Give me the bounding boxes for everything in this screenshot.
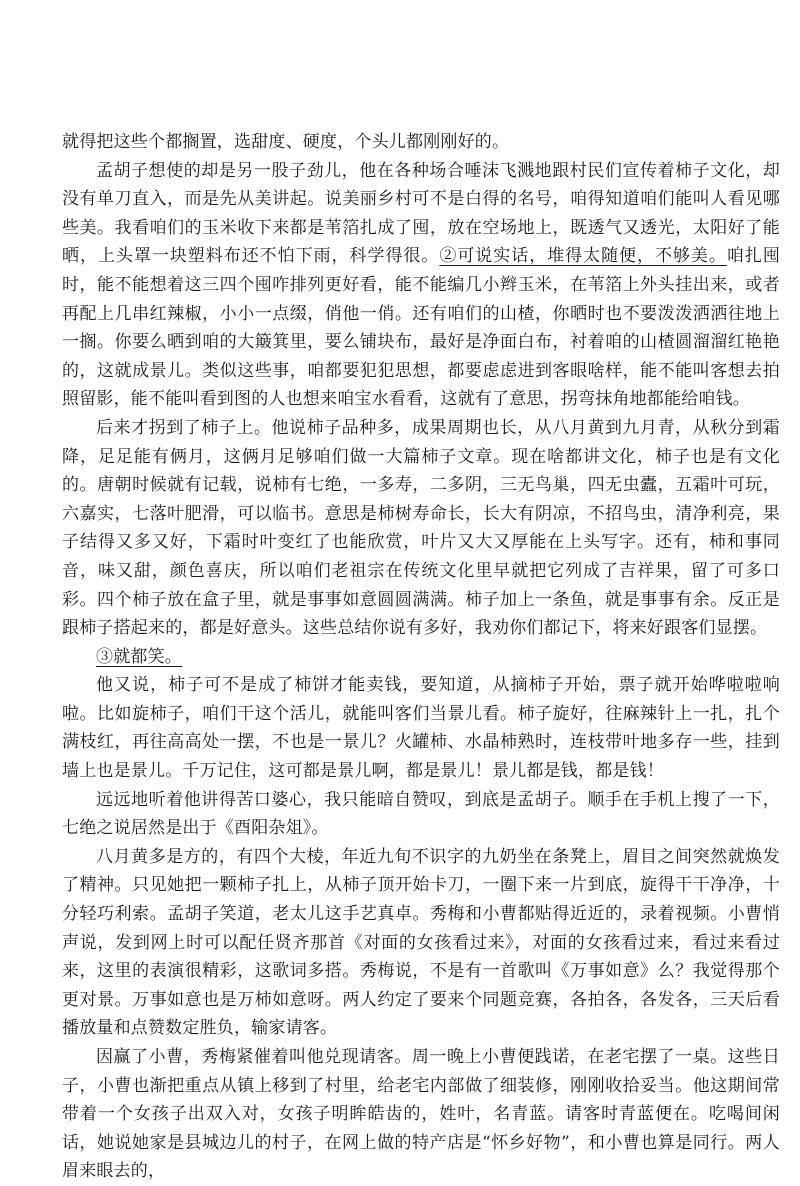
body-paragraph	[62, 671, 780, 785]
underlined-sentence: ②可说实话，堆得太随便，不够美。	[439, 246, 727, 267]
body-paragraph	[62, 128, 780, 157]
body-paragraph	[62, 643, 780, 672]
body-paragraph	[62, 414, 780, 643]
underlined-sentence: ③就都笑。	[96, 646, 182, 667]
body-paragraph	[62, 1043, 780, 1186]
body-paragraph	[62, 786, 780, 843]
paragraph-text: 远远地听着他讲得苦口婆心，我只能暗自赞叹，到底是孟胡子。顺手在手机上搜了一下，七绝之说居然是出于《酉阳杂俎》。	[62, 789, 780, 839]
paragraph-text: 因赢了小曹，秀梅紧催着叫他兑现请客。周一晚上小曹便践诺，在老宅摆了一桌。这些日子，小曹也渐把重点从镇上移到了村里，给老宅内部做了细装修，刚刚收拾妥当。他这期间常带着一个女孩子出双入对，女孩子明眸皓齿的，姓叶，名青蓝。请客时青蓝便在。吃喝间闲话，她说她家是县城边儿的村子，在网上做的特产店是“怀乡好物”，和小曹也算是同行。两人眉来眼去的，	[62, 1047, 780, 1182]
paragraph-text: 孟胡子想使的却是另一股子劲儿，他在各种场合唾沫飞溅地跟村民们宣传着柿子文化，却没有单刀直入，而是先从美讲起。说美丽乡村可不是白得的名号，咱得知道咱们能叫人看见哪些美。我看咱们的玉米收下来都是苇箔扎成了囤，放在空场地上，既透气又透光，太阳好了能晒，上头罩一块塑料布还不怕下雨，科学得很。	[62, 160, 780, 267]
paragraph-text: 八月黄多是方的，有四个大棱，年近九旬不识字的九奶坐在条凳上，眉目之间突然就焕发了精神。只见她把一颗柿子扎上，从柿子顶开始卡刀，一圈下来一片到底，旋得干干净净，十分轻巧利索。孟胡子笑道，老太儿这手艺真卓。秀梅和小曹都贴得近近的，录着视频。小曹悄声说，发到网上时可以配任贤齐那首《对面的女孩看过来》，对面的女孩看过来，看过来看过来，这里的表演很精彩，这歌词多搭。秀梅说，不是有一首歌叫《万事如意》么？我觉得那个更对景。万事如意也是万柿如意呀。两人约定了要来个同题竞赛，各拍各，各发各，三天后看播放量和点赞数定胜负，输家请客。	[62, 846, 780, 1039]
paragraph-text: 咱扎囤时，能不能想着这三四个囤咋排列更好看，能不能编几小辫玉米，在苇箔上外头挂出来，或者再配上几串红辣椒，小小一点缀，俏他一俏。还有咱们的山楂，你晒时也不要泼泼洒洒往地上一搁。你要么晒到咱的大簸箕里，要么铺块布，最好是净面白布，衬着咱的山楂圆溜溜红艳艳的，这就成景儿。类似这些事，咱都要犯犯思想，都要虑虑进到客眼啥样，能不能叫客想去拍照留影，能不能叫看到图的人也想来咱宝水看看，这就有了意思，拐弯抹角地都能给咱钱。	[62, 246, 781, 410]
paragraph-text: 就得把这些个都搁置，选甜度、硬度，个头儿都刚刚好的。	[62, 132, 510, 152]
body-paragraph	[62, 843, 780, 1043]
body-paragraph	[62, 157, 780, 414]
paragraph-text: 他又说，柿子可不是成了柿饼才能卖钱，要知道，从摘柿子开始，票子就开始哗啦啦响啦。比如旋柿子，咱们干这个活儿，就能叫客们当景儿看。柿子旋好，往麻辣针上一扎，扎个满枝红，再往高高处一摆，不也是一景儿？火罐柿、水晶柿熟时，连枝带叶地多存一些，挂到墙上也是景儿。千万记住，这可都是景儿啊，都是景儿！景儿都是钱，都是钱！	[62, 675, 780, 782]
paragraph-text: 后来才拐到了柿子上。他说柿子品种多，成果周期也长，从八月黄到九月青，从秋分到霜降，足足能有俩月，这俩月足够咱们做一大篇柿子文章。现在啥都讲文化，柿子也是有文化的。唐朝时候就有记载，说柿有七绝，一多寿，二多阴，三无鸟巢，四无虫蠹，五霜叶可玩，六嘉实，七落叶肥滑，可以临书。意思是柿树寿命长，长大有阴凉，不招鸟虫，清净利亮，果子结得又多又好，下霜时叶变红了也能欣赏，叶片又大又厚能在上头写字。还有，柿和事同音，味又甜，颜色喜庆，所以咱们老祖宗在传统文化里早就把它列成了吉祥果，留了可多口彩。四个柿子放在盒子里，就是事事如意圆圆满满。柿子加上一条鱼，就是事事有余。反正是跟柿子搭起来的，都是好意头。这些总结你说有多好，我劝你们都记下，将来好跟客们显摆。	[62, 417, 780, 639]
